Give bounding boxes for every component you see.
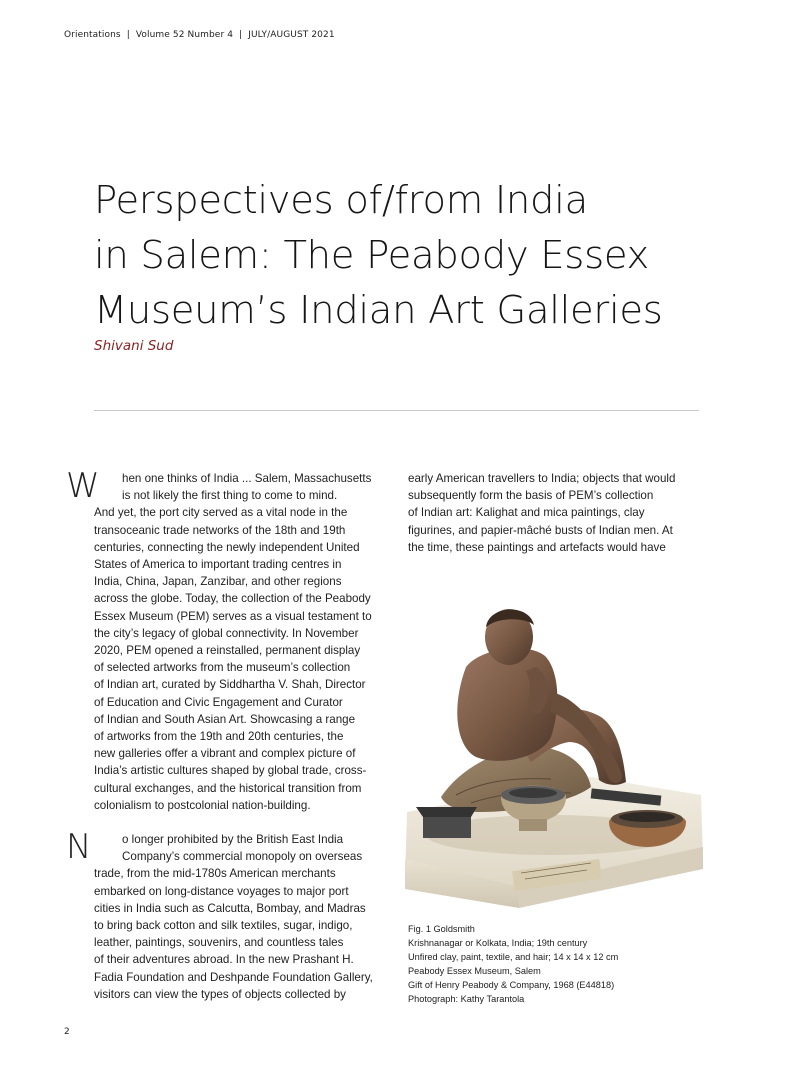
caption-line: Photograph: Kathy Tarantola xyxy=(408,994,525,1005)
figure-caption xyxy=(408,922,708,1007)
text-line: trade, from the mid-1780s American merchants xyxy=(94,867,336,881)
text-line-content: hen one thinks of India ... Salem, Massachusetts xyxy=(122,472,372,485)
caption-line: Krishnanagar or Kolkata, India; 19th century xyxy=(408,938,588,949)
drop-cap: W xyxy=(66,466,100,506)
text-line: cities in India such as Calcutta, Bombay, and Madras xyxy=(94,901,366,915)
text-line: transoceanic trade networks of the 18th and 19th xyxy=(94,523,346,537)
text-line: the city’s legacy of global connectivity. In November xyxy=(94,626,359,640)
issue-info: Volume 52 Number 4 xyxy=(135,30,234,40)
caption-line: Peabody Essex Museum, Salem xyxy=(408,966,541,977)
text-line: Fadia Foundation and Deshpande Foundation Gallery, xyxy=(94,970,373,984)
journal-name: Orientations xyxy=(64,30,121,40)
text-line-content: o longer prohibited by the British East India xyxy=(122,833,344,847)
text-line: of artworks from the 19th and 20th centuries, the xyxy=(94,730,344,744)
text-line: subsequently form the basis of PEM’s collection xyxy=(408,489,654,503)
text-line: cultural exchanges, and the historical transition from xyxy=(94,781,362,795)
caption-line: Unfired clay, paint, textile, and hair; 14 x 14 x 12 cm xyxy=(408,952,619,963)
drop-cap: N xyxy=(66,827,92,868)
figure-goldsmith-image xyxy=(401,597,708,910)
text-line: of Indian art, curated by Siddhartha V. Shah, Director xyxy=(94,678,366,692)
title-line: Perspectives of/from India xyxy=(94,178,588,223)
article-author: Shivani Sud xyxy=(94,338,174,354)
text-line: to bring back cotton and silk textiles, sugar, indigo, xyxy=(94,919,353,933)
text-line: of Indian art: Kalighat and mica paintings, clay xyxy=(408,506,645,520)
text-line: early American travellers to India; objects that would xyxy=(408,472,676,485)
paragraph-1 xyxy=(66,466,394,814)
page-number: 2 xyxy=(64,1027,70,1037)
text-line: embarked on long-distance voyages to major port xyxy=(94,884,349,898)
text-line: is not likely the first thing to come to mind. xyxy=(122,489,338,503)
text-line: across the globe. Today, the collection of the Peabody xyxy=(94,592,371,606)
body-column-left xyxy=(66,466,394,1003)
text-line: Company’s commercial monopoly on overseas xyxy=(122,850,363,864)
issue-date: JULY/AUGUST 2021 xyxy=(248,30,335,40)
text-line: India, China, Japan, Zanzibar, and other regions xyxy=(94,575,342,589)
text-line: of Education and Civic Engagement and Curator xyxy=(94,695,343,709)
paragraph-2 xyxy=(66,827,394,1003)
text-line: 2020, PEM opened a reinstalled, permanent display xyxy=(94,644,361,658)
text-line: Essex Museum (PEM) serves as a visual testament to xyxy=(94,609,372,623)
text-line: figurines, and papier-mâché busts of Indian men. At xyxy=(408,523,673,537)
text-line: colonialism to postcolonial nation-building. xyxy=(94,798,311,812)
text-line: of Indian and South Asian Art. Showcasing a range xyxy=(94,712,356,726)
text-line: of their adventures abroad. In the new Prashant H. xyxy=(94,953,354,967)
running-head xyxy=(64,30,335,40)
text-line: leather, paintings, souvenirs, and countless tales xyxy=(94,936,344,950)
title-line: in Salem: The Peabody Essex xyxy=(94,233,650,278)
title-divider xyxy=(94,410,699,411)
article-title xyxy=(94,173,734,338)
text-line: States of America to important trading centres in xyxy=(94,558,342,572)
caption-title: Fig. 1 Goldsmith xyxy=(408,924,475,934)
title-line: Museum’s Indian Art Galleries xyxy=(94,288,663,333)
text-line: the time, these paintings and artefacts would have xyxy=(408,540,666,554)
running-head-separator: | xyxy=(126,30,130,40)
text-line: centuries, connecting the newly independent United xyxy=(94,540,360,554)
text-line: India’s artistic cultures shaped by global trade, cross- xyxy=(94,764,367,778)
caption-line: Gift of Henry Peabody & Company, 1968 (E44818) xyxy=(408,980,615,991)
text-line: visitors can view the types of objects collected by xyxy=(94,987,346,1001)
body-column-right xyxy=(408,470,708,556)
text-line: new galleries offer a vibrant and complex picture of xyxy=(94,747,356,761)
text-line: And yet, the port city served as a vital node in the xyxy=(94,506,348,520)
running-head-separator: | xyxy=(239,30,243,40)
text-line: of selected artworks from the museum’s collection xyxy=(94,661,351,675)
